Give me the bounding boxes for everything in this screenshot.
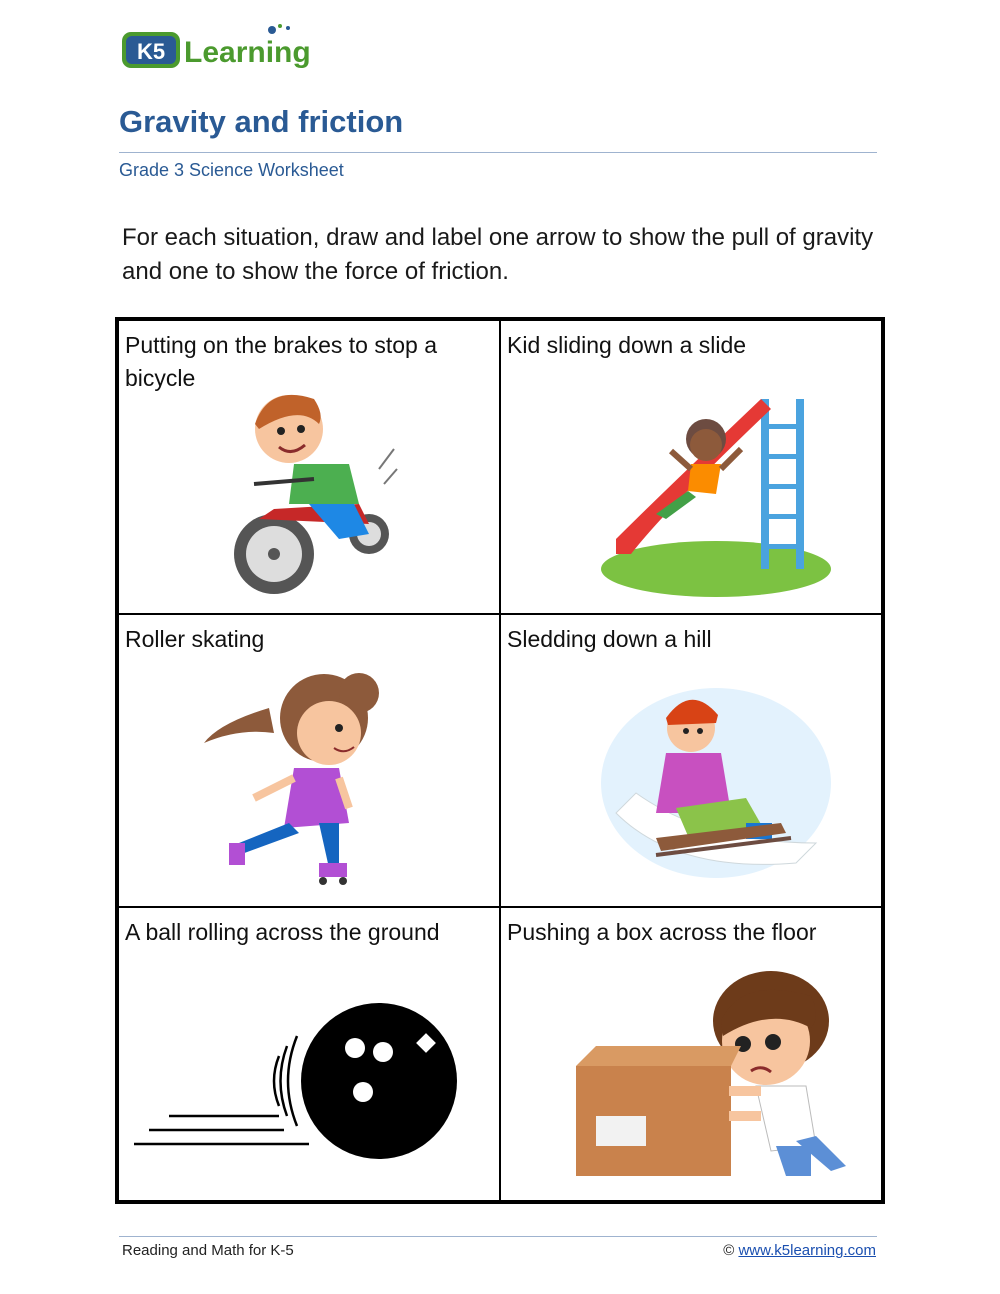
situation-cell[interactable] [118,614,500,908]
situation-cell[interactable] [118,907,500,1201]
situation-cell[interactable] [500,614,882,908]
child-sledding-icon [596,673,836,893]
situation-label: Putting on the brakes to stop a bicycle [125,332,437,391]
footer-divider [119,1236,877,1237]
boy-pushing-box-icon [571,966,861,1186]
instructions: For each situation, draw and label one arrow to show the pull of gravity and one to show the force of friction. [122,224,874,285]
kid-on-slide-icon [596,379,836,599]
situation-label: Sledding down a hill [507,625,712,652]
header-divider [119,152,877,153]
girl-roller-skating-icon [199,663,399,893]
situation-cell[interactable] [500,907,882,1201]
footer-tagline: Reading and Math for K-5 [122,1242,294,1259]
boy-on-tricycle-icon [219,369,399,599]
situation-cell[interactable] [500,320,882,614]
svg-text:Learning: Learning [184,36,311,69]
situation-label: Kid sliding down a slide [507,332,747,358]
situation-label: A ball rolling across the ground [125,919,440,946]
footer-copyright [723,1242,876,1259]
situation-cell[interactable] [118,320,500,614]
page-subtitle: Grade 3 Science Worksheet [119,160,344,180]
situation-label: Pushing a box across the floor [507,919,817,946]
svg-text:K5: K5 [136,39,166,64]
situations-grid [115,317,885,1204]
bowling-ball-icon [129,996,469,1166]
copyright-symbol: © [723,1242,735,1259]
page-title: Gravity and friction [119,104,404,139]
k5-learning-logo [120,22,340,74]
website-link[interactable]: www.k5learning.com [738,1242,876,1259]
situation-label: Roller skating [125,625,265,652]
